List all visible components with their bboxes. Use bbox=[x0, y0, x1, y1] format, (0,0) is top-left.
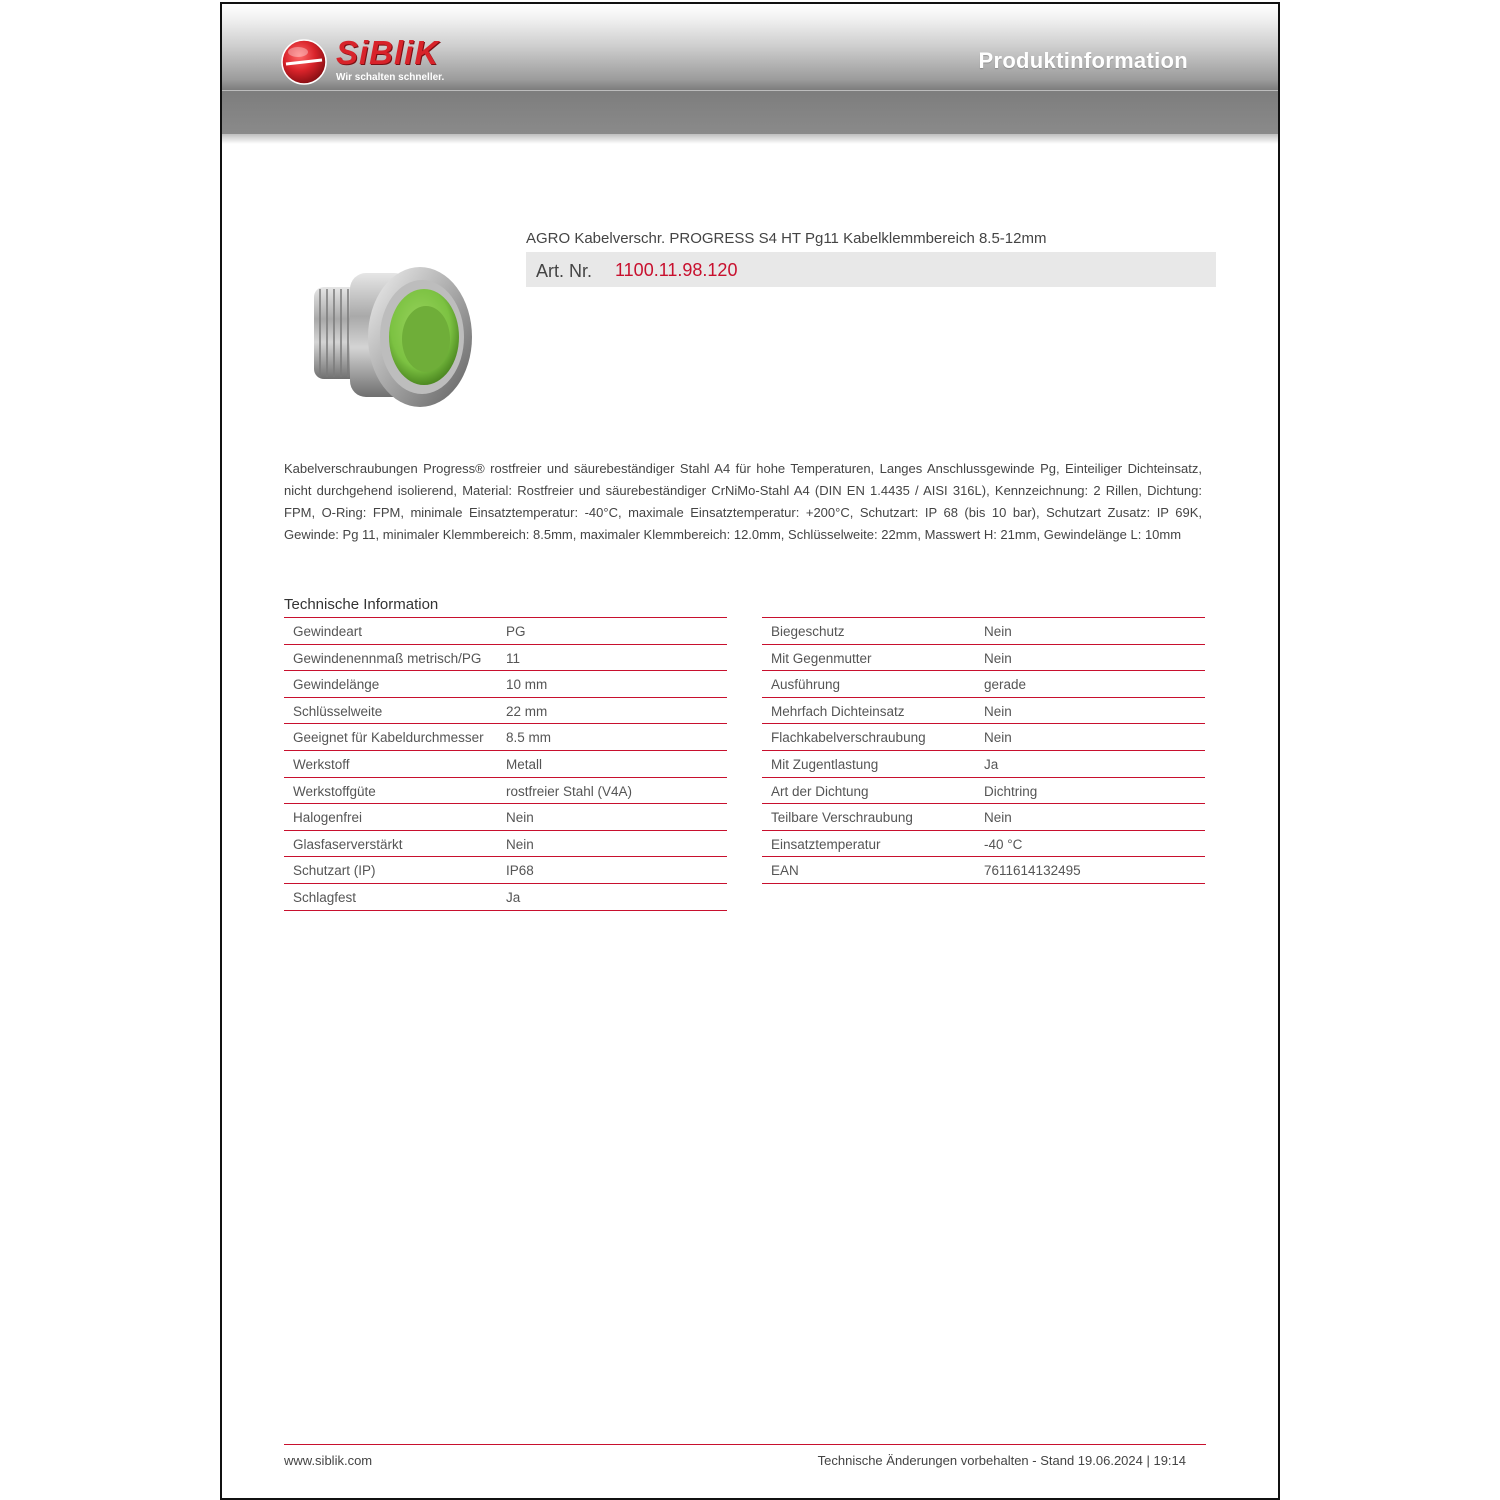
spec-key: Gewindenennmaß metrisch/PG bbox=[293, 650, 482, 666]
article-number-value: 1100.11.98.120 bbox=[615, 260, 738, 280]
spec-key: Mehrfach Dichteinsatz bbox=[771, 703, 905, 719]
table-row bbox=[284, 884, 727, 911]
table-row bbox=[284, 857, 727, 884]
spec-value: IP68 bbox=[506, 863, 534, 879]
tech-table-left bbox=[284, 617, 727, 911]
spec-value: -40 °C bbox=[984, 836, 1023, 852]
table-row bbox=[762, 857, 1205, 884]
tech-info-heading: Technische Information bbox=[284, 596, 439, 613]
table-row bbox=[762, 645, 1205, 672]
siblik-logo-icon bbox=[280, 38, 328, 86]
table-row bbox=[284, 751, 727, 778]
spec-value: Nein bbox=[506, 810, 534, 826]
spec-value: rostfreier Stahl (V4A) bbox=[506, 783, 633, 799]
footer-divider bbox=[284, 1444, 1206, 1445]
table-row bbox=[284, 778, 727, 805]
tech-table-right bbox=[762, 617, 1205, 884]
table-row bbox=[762, 831, 1205, 858]
spec-key: Schutzart (IP) bbox=[293, 863, 376, 879]
table-row bbox=[284, 671, 727, 698]
spec-key: Mit Gegenmutter bbox=[771, 650, 872, 666]
spec-value: Ja bbox=[984, 756, 999, 772]
spec-value: Metall bbox=[506, 756, 543, 772]
brand-name: SiBliK bbox=[336, 34, 440, 71]
spec-value: Nein bbox=[984, 703, 1012, 719]
table-row bbox=[284, 618, 727, 645]
product-title: AGRO Kabelverschr. PROGRESS S4 HT Pg11 Kabelklemmbereich 8.5-12mm bbox=[526, 230, 1047, 247]
header-shadow bbox=[222, 134, 1278, 144]
spec-value: Nein bbox=[984, 650, 1012, 666]
spec-key: Mit Zugentlastung bbox=[771, 756, 879, 772]
spec-value: Dichtring bbox=[984, 783, 1038, 799]
table-row bbox=[762, 724, 1205, 751]
spec-key: Glasfaserverstärkt bbox=[293, 836, 403, 852]
brand-tagline: Wir schalten schneller. bbox=[336, 72, 445, 83]
header-divider bbox=[222, 90, 1278, 91]
table-row bbox=[284, 698, 727, 725]
spec-key: Geeignet für Kabeldurchmesser bbox=[293, 730, 484, 746]
cable-gland-image bbox=[302, 259, 482, 419]
table-row bbox=[284, 645, 727, 672]
spec-value: Ja bbox=[506, 889, 521, 905]
table-row bbox=[762, 778, 1205, 805]
spec-value: Nein bbox=[984, 730, 1012, 746]
table-row bbox=[762, 698, 1205, 725]
spec-value: 8.5 mm bbox=[506, 730, 552, 746]
spec-key: Einsatztemperatur bbox=[771, 836, 881, 852]
table-row bbox=[762, 751, 1205, 778]
spec-key: Werkstoffgüte bbox=[293, 783, 376, 799]
spec-value: 22 mm bbox=[506, 703, 548, 719]
article-number-label: Art. Nr. bbox=[536, 261, 593, 281]
spec-value: PG bbox=[506, 624, 526, 639]
table-row bbox=[284, 804, 727, 831]
spec-key: Schlüsselweite bbox=[293, 703, 383, 719]
spec-key: Art der Dichtung bbox=[771, 783, 869, 799]
spec-key: Ausführung bbox=[771, 677, 841, 693]
product-description: Kabelverschraubungen Progress® rostfreier und säurebeständiger Stahl A4 für hohe Temperaturen, Langes Anschlussgewinde Pg, Einteiliger Dichteinsatz, nicht durchgehend isolierend, Material: Rostfreier und säurebeständiger CrNiMo-Stahl A4 (DIN EN 1.4435 / AISI 316L), Kennzeichnung: 2 Rillen, Dichtung: FPM, O-Ring: FPM, minimale Einsatztemperatur: -40°C, maximale Einsatztemperatur: +200°C, Schutzart: IP 68 (bis 10 bar), Schutzart Zusatz: IP 69K, Gewinde: Pg 11, minimaler Klemmbereich: 8.5mm, maximaler Klemmbereich: 12.0mm, Schlüsselweite: 22mm, Masswert H: 21mm, Gewindelänge L: 10mm bbox=[284, 461, 1202, 542]
footer-website-link[interactable]: www.siblik.com bbox=[284, 1453, 373, 1468]
table-row bbox=[762, 671, 1205, 698]
article-number-bar bbox=[526, 252, 1216, 287]
header-bar bbox=[222, 4, 1278, 134]
product-sheet bbox=[220, 2, 1280, 1500]
spec-key: Werkstoff bbox=[293, 756, 350, 772]
spec-key: Halogenfrei bbox=[293, 810, 363, 826]
spec-key: EAN bbox=[771, 863, 799, 879]
table-row bbox=[762, 618, 1205, 645]
spec-value: 7611614132495 bbox=[984, 863, 1081, 879]
spec-value: Nein bbox=[506, 836, 534, 852]
page-title: Produktinformation bbox=[978, 48, 1188, 73]
spec-key: Flachkabelverschraubung bbox=[771, 730, 926, 746]
table-row bbox=[762, 804, 1205, 831]
footer-note: Technische Änderungen vorbehalten - Stand 19.06.2024 | 19:14 bbox=[817, 1453, 1186, 1468]
spec-key: Gewindeart bbox=[293, 624, 363, 639]
spec-value: Nein bbox=[984, 810, 1012, 826]
table-row bbox=[284, 831, 727, 858]
spec-value: gerade bbox=[984, 677, 1027, 693]
spec-key: Teilbare Verschraubung bbox=[771, 810, 913, 826]
spec-key: Schlagfest bbox=[293, 889, 357, 905]
spec-key: Gewindelänge bbox=[293, 677, 380, 693]
table-row bbox=[284, 724, 727, 751]
spec-value: 11 bbox=[506, 650, 521, 666]
spec-value: 10 mm bbox=[506, 677, 548, 693]
siblik-logo bbox=[280, 34, 480, 88]
spec-key: Biegeschutz bbox=[771, 624, 845, 639]
spec-value: Nein bbox=[984, 624, 1012, 639]
